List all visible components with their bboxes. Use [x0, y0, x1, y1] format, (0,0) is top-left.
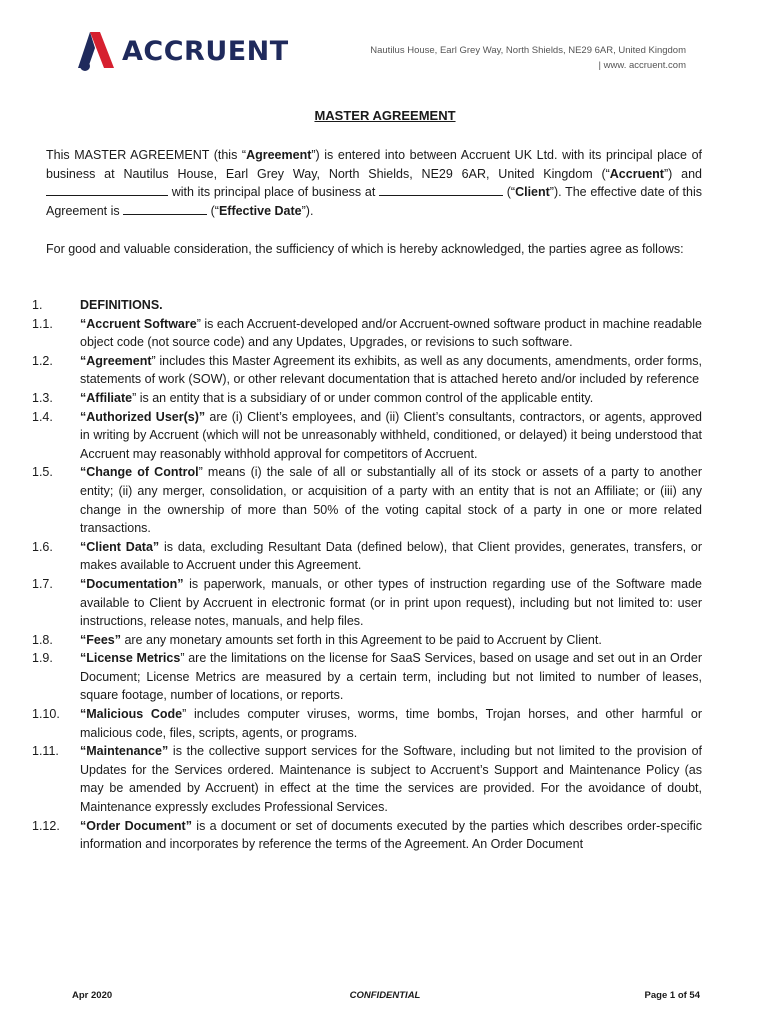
definition-body: ” includes this Master Agreement its exhibits, as well as any documents, amendments, order forms, statements of work (SOW), or other relevant documentation that is attached hereto and/or included by reference: [80, 353, 702, 387]
defined-term: “License Metrics: [80, 651, 181, 666]
definition-item: [32, 296, 702, 315]
definition-item: [32, 463, 702, 537]
section-number: 1.4.: [32, 409, 53, 424]
definition-body: is a document or set of documents executed by the parties which describes order-specific information and incorporates by reference the terms of the Agreement. An Order Document: [80, 818, 702, 852]
defined-term: “Malicious Code: [80, 707, 183, 722]
section-text: [80, 631, 702, 650]
definition-body: is paperwork, manuals, or other types of instruction regarding use of the Software made available to Client by Accruent in electronic format (or in print upon request), including but not limited to: user instructions, release notes, manuals, and help files.: [80, 576, 702, 629]
client-address-blank: [379, 183, 503, 196]
definition-item: [32, 649, 702, 705]
definition-item: [32, 631, 702, 650]
footer-page-number: Page 1 of 54: [644, 990, 700, 1001]
section-number: 1.2.: [32, 353, 53, 368]
definition-item: [32, 575, 702, 631]
section-number: 1.3.: [32, 390, 53, 405]
definition-item: [32, 389, 702, 408]
website-line: | www. accruent.com: [598, 60, 686, 71]
defined-term: “Agreement: [80, 353, 152, 368]
accruent-logo-icon: [76, 28, 116, 74]
section-text: [80, 315, 702, 352]
definition-item: [32, 352, 702, 389]
definition-item: [32, 315, 702, 352]
section-text: [80, 742, 702, 816]
definitions-list: [32, 296, 702, 854]
section-number: 1.12.: [32, 818, 60, 833]
definition-body: ” includes computer viruses, worms, time bombs, Trojan horses, and other harmful or malicious code, files, scripts, agents, or programs.: [80, 707, 702, 740]
address-line: Nautilus House, Earl Grey Way, North Shields, NE29 6AR, United Kingdom: [370, 45, 686, 56]
definition-body: is data, excluding Resultant Data (defined below), that Client provides, generates, transfers, or makes available to Accruent under this Agreement.: [80, 539, 703, 573]
definition-body: ” is an entity that is a subsidiary of or under common control of the applicable entity.: [132, 390, 594, 405]
definition-item: [32, 408, 702, 464]
logo-text: ACCRUENT: [122, 35, 289, 67]
definition-body: ” are the limitations on the license for SaaS Services, based on usage and set out in an Order Document; License Metrics are measured by a certain term, including but not limited to number of leases, square footage, number of locations, or reports.: [80, 651, 702, 703]
section-number: 1.9.: [32, 651, 53, 666]
section-text: [80, 575, 702, 631]
defined-term: “Change of Control: [80, 465, 199, 480]
defined-term: “Affiliate: [80, 390, 133, 405]
definition-body: ” means (i) the sale of all or substantially all of its stock or assets of a party to another entity; (ii) any merger, consolidation, or acquisition of a party with an entity that is not an Affiliate; or (iii) any change in the ownership of more than 50% of the voting capital stock of a party in one or more related transactions.: [80, 465, 703, 536]
section-text: [80, 649, 702, 705]
footer-date: Apr 2020: [72, 990, 113, 1001]
intro-paragraph: This MASTER AGREEMENT (this “Agreement”) is entered into between Accruent UK Ltd. with its principal place of business at Nautilus House, Earl Grey Way, North Shields, NE29 6AR, United Kingdom (“Accruent”) and with its principal place of business at (“Client”). The effective date of this Agreement is (“Effective Date”).: [46, 148, 702, 218]
section-text: [80, 408, 702, 464]
definition-body: ” is each Accruent-developed and/or Accruent-owned software product in machine readable object code (not source code) and any Updates, Upgrades, or revisions to such software.: [80, 316, 702, 350]
defined-term: “Documentation”: [80, 576, 184, 591]
definition-body: are any monetary amounts set forth in this Agreement to be paid to Accruent by Client.: [121, 632, 602, 647]
section-text: [80, 705, 702, 742]
defined-term: “Client Data”: [80, 539, 160, 554]
section-number: 1.11.: [32, 744, 59, 759]
section-number: 1.1.: [32, 316, 53, 331]
defined-term: “Accruent Software: [80, 316, 197, 331]
definition-item: [32, 538, 702, 575]
section-number: 1.7.: [32, 576, 53, 591]
section-text: [80, 817, 702, 854]
defined-term: DEFINITIONS.: [80, 298, 163, 312]
section-text: [80, 352, 702, 389]
section-number: 1.8.: [32, 632, 53, 647]
accruent-logo: [76, 28, 289, 74]
header-address: [370, 43, 686, 73]
defined-term: “Maintenance”: [80, 744, 169, 759]
definition-item: [32, 742, 702, 816]
definition-body: are (i) Client’s employees, and (ii) Client’s consultants, contractors, or agents, approved in writing by Accruent (which will not be unreasonably withheld, conditioned, or delayed) it being understood that Accruent may reasonably withhold approval for competitors of Accruent.: [80, 409, 702, 461]
document-title: MASTER AGREEMENT: [314, 108, 456, 123]
section-text: [80, 389, 702, 408]
section-number: 1.6.: [32, 539, 53, 554]
consideration-paragraph: For good and valuable consideration, the sufficiency of which is hereby acknowledged, the parties agree as follows:: [46, 242, 684, 256]
client-name-blank: [46, 183, 168, 196]
section-text: [80, 296, 702, 315]
definition-body: is the collective support services for the Software, including but not limited to the provision of Updates for the Services ordered. Maintenance is subject to Accruent’s Support and Maintenance Policy (as may be amended by Accruent) in effect at the time the services are provided. For the avoidance of doubt, Maintenance expressly excludes Professional Services.: [80, 744, 702, 815]
footer-confidential: CONFIDENTIAL: [349, 990, 421, 1001]
effective-date-blank: [123, 202, 207, 215]
section-number: 1.10.: [32, 707, 60, 722]
defined-term: “Fees”: [80, 632, 121, 647]
section-text: [80, 463, 702, 537]
section-number: 1.: [32, 298, 43, 312]
defined-term: “Order Document”: [80, 818, 192, 833]
section-text: [80, 538, 702, 575]
defined-term: “Authorized User(s)”: [80, 409, 206, 424]
definition-item: [32, 817, 702, 854]
section-number: 1.5.: [32, 465, 53, 480]
definition-item: [32, 705, 702, 742]
